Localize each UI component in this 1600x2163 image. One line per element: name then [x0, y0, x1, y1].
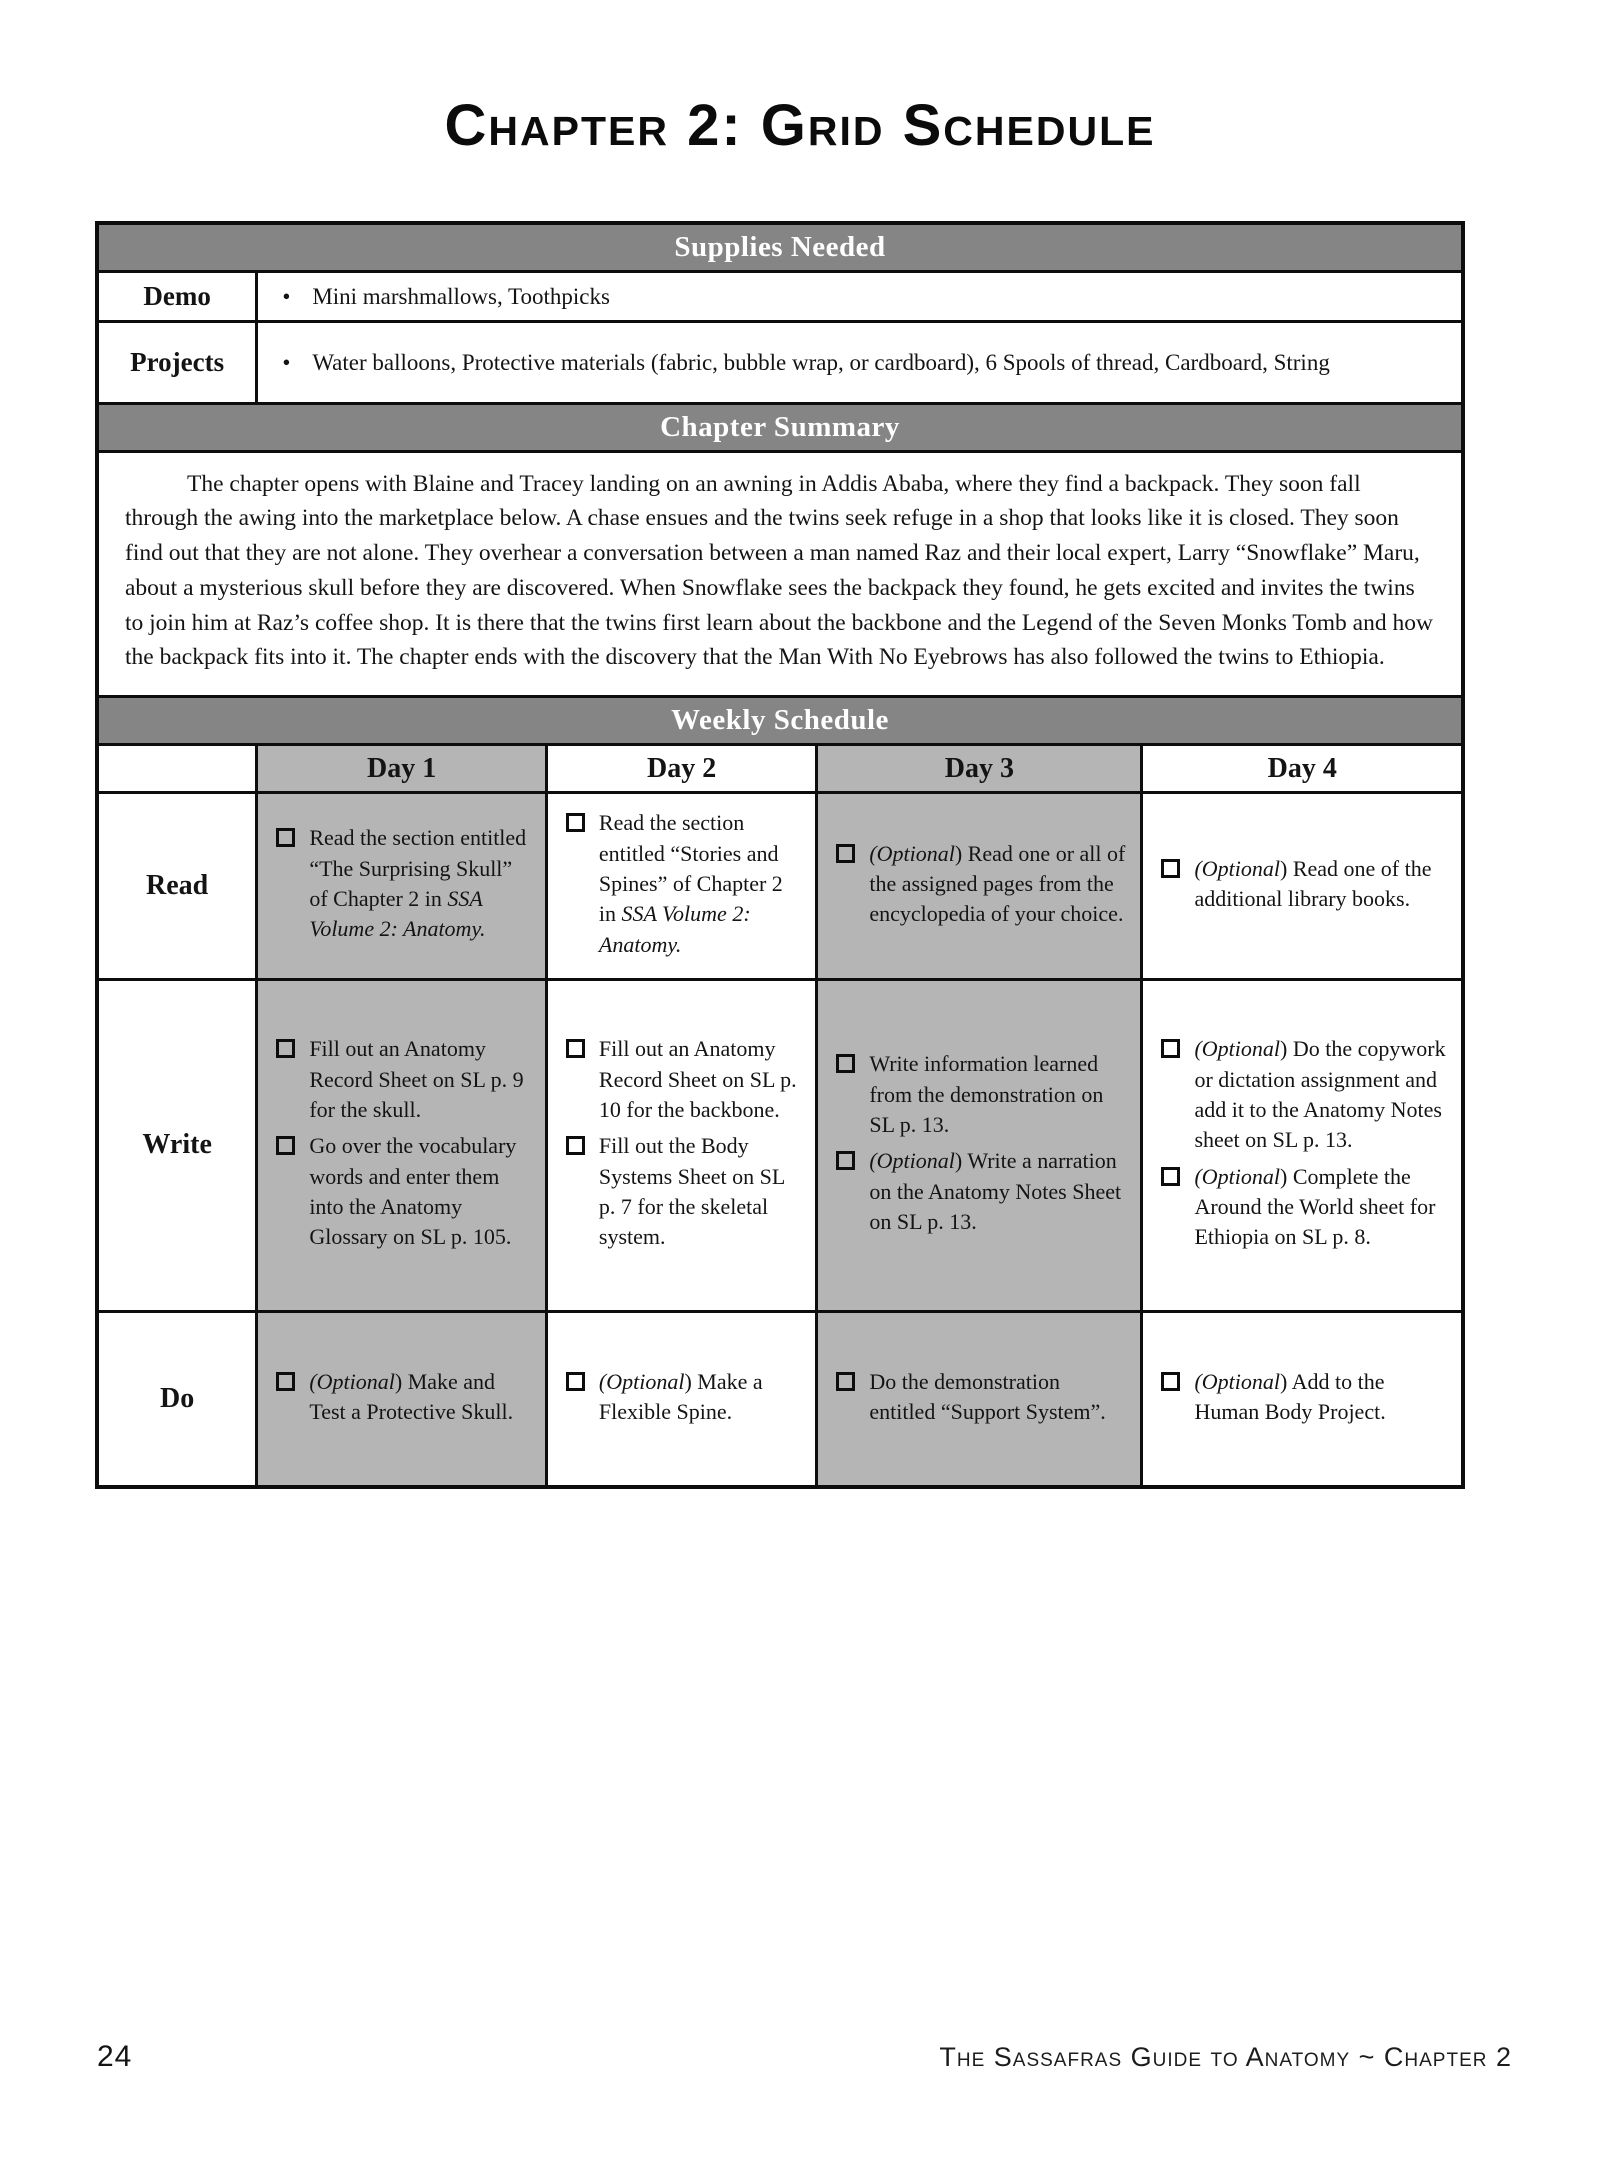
checkbox-icon: [566, 813, 585, 832]
day-header-4: Day 4: [1142, 745, 1463, 793]
task-item: Read the section entitled “The Surprising Skull” of Chapter 2 in SSA Volume 2: Anatomy.: [272, 823, 535, 944]
supply-item-projects: Water balloons, Protective materials (fabric, bubble wrap, or cardboard), 6 Spools of thread, Cardboard, String: [312, 349, 1330, 375]
chapter-summary-text: The chapter opens with Blaine and Tracey landing on an awning in Addis Ababa, where they find a backpack. They soon fall through the awing into the marketplace below. A chase ensues and the twins seek refuge in a shop that looks like it is closed. They soon find out that they are not alone. They overhear a conversation between a man named Raz and their local expert, Larry “Snowflake” Maru, about a mysterious skull before they are discovered. When Snowflake sees the backpack they found, he gets excited and invites the twins to join him at Raz’s coffee shop. It is there that the twins first learn about the backbone and the Legend of the Seven Monks Tomb and how the backpack fits into it. The chapter ends with the discovery that the Man With No Eyebrows has also followed the twins to Ethiopia.: [125, 470, 1433, 671]
cell-write-day4: [1142, 979, 1463, 1311]
checkbox-icon: [1161, 1039, 1180, 1058]
task-item: (Optional) Read one of the additional library books.: [1157, 854, 1451, 915]
supplies-label-projects: Projects: [97, 321, 257, 403]
cell-write-day3: [817, 979, 1142, 1311]
day-header-1: Day 1: [257, 745, 547, 793]
task-item: Fill out an Anatomy Record Sheet on SL p. 10 for the backbone.: [562, 1034, 805, 1125]
cell-read-day1: [257, 793, 547, 980]
bullet-icon: •: [282, 283, 291, 309]
chapter-summary-row: [97, 451, 1463, 697]
row-label-write: Write: [97, 979, 257, 1311]
row-label-do: Do: [97, 1311, 257, 1487]
task-item: (Optional) Write a narration on the Anatomy Notes Sheet on SL p. 13.: [832, 1146, 1130, 1237]
checkbox-icon: [836, 1372, 855, 1391]
supplies-demo-content: [257, 271, 1463, 321]
day-header-row: [97, 745, 1463, 793]
supplies-row-projects: [97, 321, 1463, 403]
schedule-row-write: [97, 979, 1463, 1311]
task-item: (Optional) Do the copywork or dictation assignment and add it to the Anatomy Notes sheet on SL p. 13.: [1157, 1034, 1451, 1155]
task-item: Read the section entitled “Stories and Spines” of Chapter 2 in SSA Volume 2: Anatomy.: [562, 808, 805, 960]
task-item: Go over the vocabulary words and enter them into the Anatomy Glossary on SL p. 105.: [272, 1131, 535, 1252]
task-item: (Optional) Add to the Human Body Project.: [1157, 1367, 1451, 1428]
checkbox-icon: [566, 1372, 585, 1391]
task-item: Write information learned from the demonstration on SL p. 13.: [832, 1049, 1130, 1140]
supplies-header-bar: Supplies Needed: [97, 223, 1463, 271]
page-number: 24: [97, 2040, 133, 2073]
checkbox-icon: [836, 1054, 855, 1073]
day-header-2: Day 2: [546, 745, 816, 793]
checkbox-icon: [276, 1039, 295, 1058]
day-header-3: Day 3: [817, 745, 1142, 793]
task-item: Fill out the Body Systems Sheet on SL p. 7 for the skeletal system.: [562, 1131, 805, 1252]
grid-schedule-table: [95, 221, 1465, 1489]
checkbox-icon: [566, 1136, 585, 1155]
cell-do-day4: [1142, 1311, 1463, 1487]
page-footer: [97, 2040, 1512, 2074]
cell-read-day3: [817, 793, 1142, 980]
footer-book-title: The Sassafras Guide to Anatomy ~ Chapter 2: [939, 2042, 1512, 2072]
weekly-schedule-bar: Weekly Schedule: [97, 697, 1463, 745]
checkbox-icon: [276, 828, 295, 847]
supplies-row-demo: [97, 271, 1463, 321]
checkbox-icon: [836, 844, 855, 863]
task-item: (Optional) Make and Test a Protective Skull.: [272, 1367, 535, 1428]
task-item: (Optional) Make a Flexible Spine.: [562, 1367, 805, 1428]
task-item: Do the demonstration entitled “Support System”.: [832, 1367, 1130, 1428]
schedule-row-read: [97, 793, 1463, 980]
cell-read-day4: [1142, 793, 1463, 980]
cell-do-day2: [546, 1311, 816, 1487]
task-item: Fill out an Anatomy Record Sheet on SL p. 9 for the skull.: [272, 1034, 535, 1125]
supplies-projects-content: [257, 321, 1463, 403]
checkbox-icon: [276, 1372, 295, 1391]
checkbox-icon: [566, 1039, 585, 1058]
cell-do-day1: [257, 1311, 547, 1487]
checkbox-icon: [276, 1136, 295, 1155]
chapter-summary-cell: [97, 451, 1463, 697]
day-header-corner: [97, 745, 257, 793]
cell-do-day3: [817, 1311, 1142, 1487]
checkbox-icon: [836, 1151, 855, 1170]
schedule-row-do: [97, 1311, 1463, 1487]
supplies-label-demo: Demo: [97, 271, 257, 321]
cell-write-day2: [546, 979, 816, 1311]
checkbox-icon: [1161, 1372, 1180, 1391]
task-item: (Optional) Read one or all of the assigned pages from the encyclopedia of your choice.: [832, 839, 1130, 930]
chapter-summary-bar: Chapter Summary: [97, 403, 1463, 451]
chapter-summary-header-row: [97, 403, 1463, 451]
page-title: Chapter 2: Grid Schedule: [444, 93, 1156, 158]
cell-write-day1: [257, 979, 547, 1311]
supplies-header-row: [97, 223, 1463, 271]
bullet-icon: •: [282, 349, 291, 375]
checkbox-icon: [1161, 859, 1180, 878]
weekly-schedule-header-row: [97, 697, 1463, 745]
cell-read-day2: [546, 793, 816, 980]
task-item: (Optional) Complete the Around the World sheet for Ethiopia on SL p. 8.: [1157, 1162, 1451, 1253]
row-label-read: Read: [97, 793, 257, 980]
checkbox-icon: [1161, 1167, 1180, 1186]
supply-item-demo: Mini marshmallows, Toothpicks: [312, 283, 610, 309]
